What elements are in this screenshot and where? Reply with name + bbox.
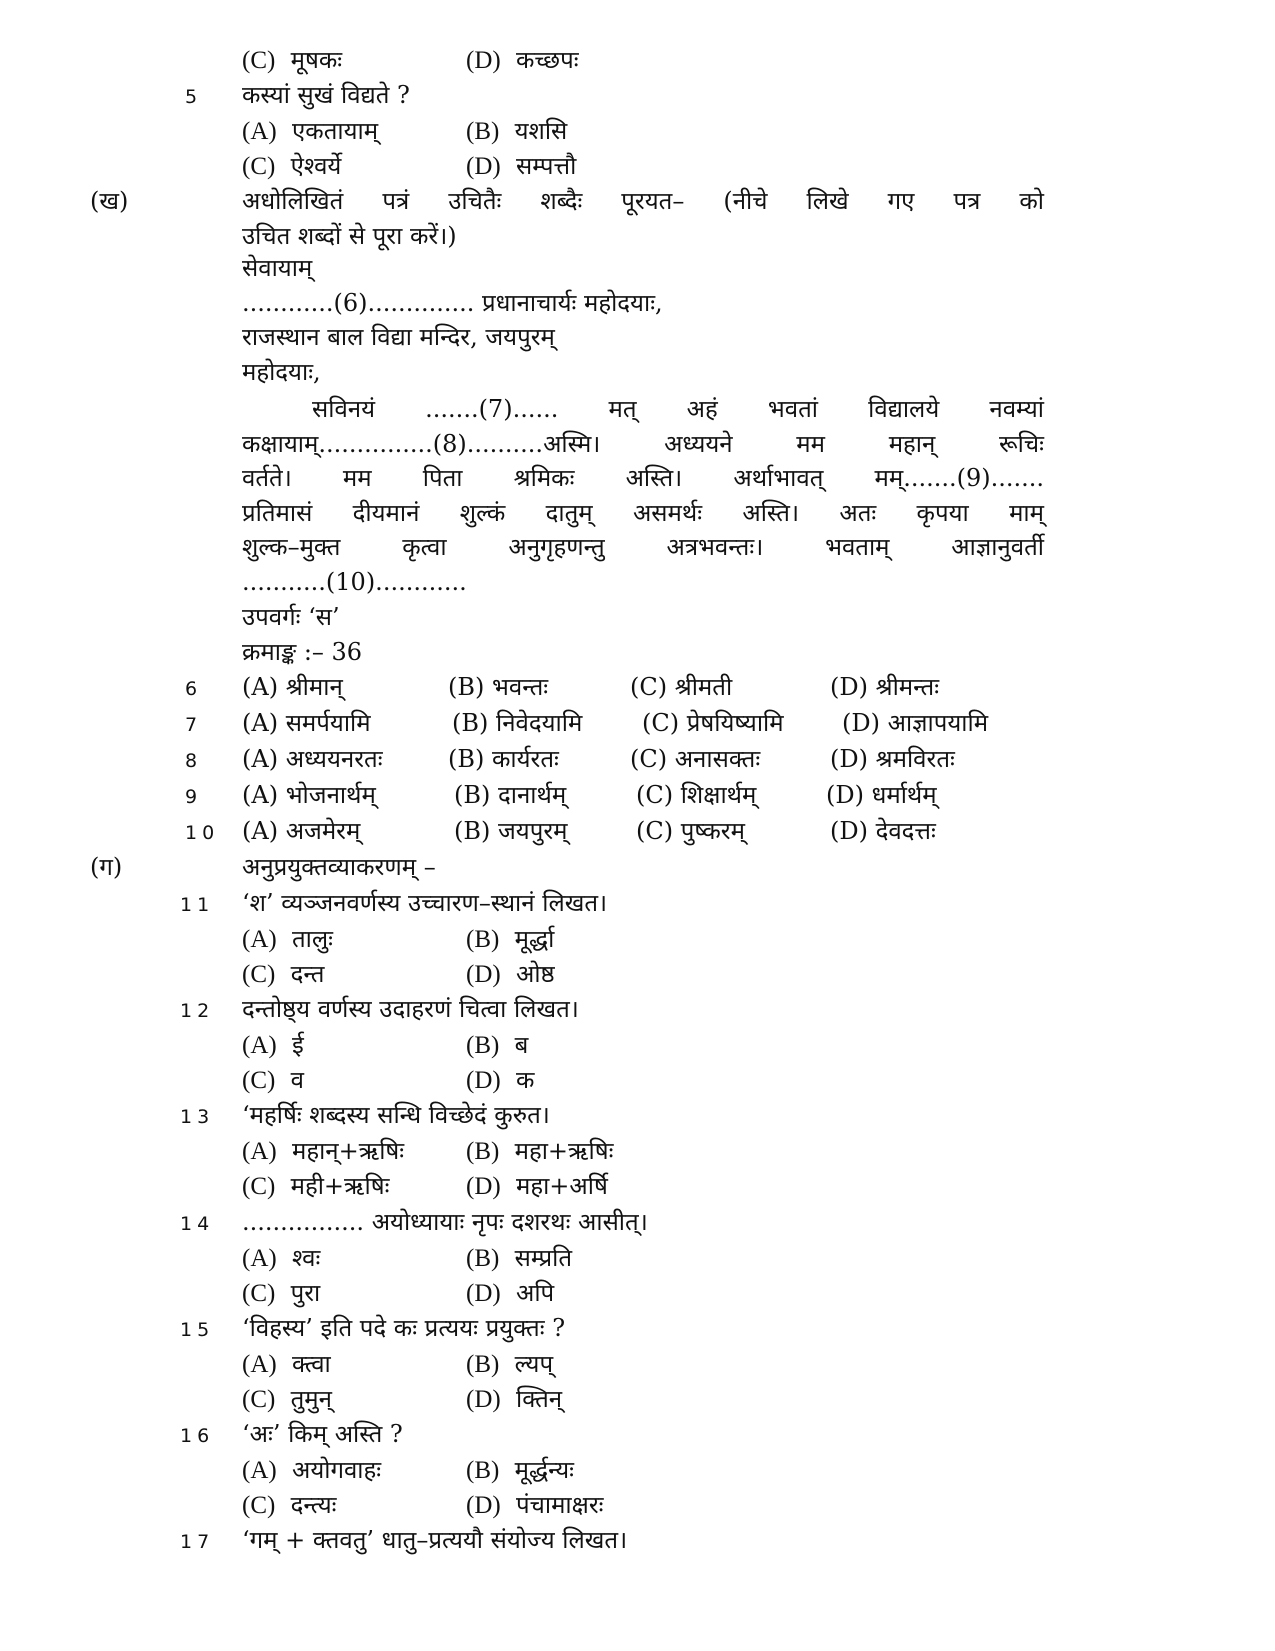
option-d: (D) देवदत्तः <box>830 817 936 845</box>
option-label: (B) <box>466 118 500 145</box>
option-d <box>466 1278 554 1309</box>
option-text: पंचामाक्षरः <box>515 1491 604 1519</box>
option-c <box>242 1384 332 1415</box>
option-a <box>242 924 333 955</box>
question-number: 15 <box>180 1319 215 1341</box>
letter-sign-name: उपवर्गः ‘स’ <box>242 603 340 631</box>
option-text: मही+ऋषिः <box>290 1172 390 1200</box>
option-label: (A) <box>242 118 277 145</box>
option-text: मूर्द्धा <box>514 925 555 953</box>
option-text: दन्त <box>290 960 325 988</box>
option-text: तुमुन् <box>290 1385 332 1413</box>
option-label: (B) <box>466 1138 500 1165</box>
question-text: ‘गम् + क्तवतु’ धातु–प्रत्ययौ संयोज्य लिखत। <box>242 1526 628 1554</box>
letter-line: शुल्क–मुक्त कृत्वा अनुगृहणन्तु अत्रभवन्तः। भवताम् आज्ञानुवर्ती <box>242 533 1044 561</box>
section-label: (ग) <box>90 853 123 881</box>
letter-line: प्रतिमासं दीयमानं शुल्कं दातुम् असमर्थः अस्ति। अतः कृपया माम् <box>242 498 1044 527</box>
option-label: (B) <box>466 1457 500 1484</box>
section-instruction <box>242 184 1044 253</box>
option-a <box>242 1136 404 1167</box>
option-c <box>242 1490 336 1521</box>
option-label: (D) <box>466 47 501 74</box>
option-d: (D) धर्मार्थम् <box>826 781 937 809</box>
option-a <box>242 1030 304 1061</box>
option-a <box>242 1349 331 1380</box>
option-c: (C) शिक्षार्थम् <box>636 781 757 809</box>
option-text: दन्त्यः <box>290 1491 337 1519</box>
option-d <box>466 1171 608 1202</box>
option-text: ल्यप् <box>514 1350 554 1378</box>
option-text: ओष्ठ <box>515 960 555 988</box>
option-c <box>242 1278 320 1309</box>
section-label: (ख) <box>90 187 129 215</box>
option-c <box>242 959 324 990</box>
option-text: क <box>515 1066 535 1094</box>
option-b: (B) भवन्तः <box>448 673 549 701</box>
section-title: अनुप्रयुक्तव्याकरणम् – <box>242 853 436 881</box>
option-label: (A) <box>242 1032 277 1059</box>
letter-school: राजस्थान बाल विद्या मन्दिर, जयपुरम् <box>242 323 555 351</box>
option-c: (C) प्रेषयिष्यामि <box>642 709 784 737</box>
letter-roll-no: क्रमाङ्क :– 36 <box>242 638 363 666</box>
question-number: 14 <box>180 1213 215 1235</box>
option-label: (D) <box>466 1492 501 1519</box>
option-d <box>466 1384 562 1415</box>
question-number: 6 <box>185 678 203 700</box>
option-label: (D) <box>466 1386 501 1413</box>
question-number: 11 <box>180 894 215 916</box>
option-label: (C) <box>242 1173 276 1200</box>
question-text: ‘महर्षिः शब्दस्य सन्धि विच्छेदं कुरुत। <box>242 1101 550 1129</box>
option-label: (B) <box>466 1245 500 1272</box>
option-text: मूर्द्धन्यः <box>514 1456 574 1484</box>
question-text: कस्यां सुखं विद्यते ? <box>242 81 410 109</box>
option-label: (D) <box>466 1173 501 1200</box>
option-a: (A) भोजनार्थम् <box>242 781 376 809</box>
option-label: (C) <box>242 1067 276 1094</box>
option-text: महा+अर्षि <box>515 1172 608 1200</box>
option-c: (C) अनासक्तः <box>630 745 761 773</box>
question-number: 16 <box>180 1425 215 1447</box>
option-c <box>242 1171 389 1202</box>
letter-addressee: ............(6).............. प्रधानाचार्यः महोदयाः, <box>242 289 663 317</box>
option-label: (B) <box>466 926 500 953</box>
option-label: (D) <box>466 1280 501 1307</box>
option-label: (A) <box>242 1457 277 1484</box>
option-c <box>242 45 342 76</box>
option-a: (A) समर्पयामि <box>242 709 371 737</box>
option-text: कच्छपः <box>515 46 579 74</box>
option-text: तालुः <box>291 925 334 953</box>
option-label: (A) <box>242 1351 277 1378</box>
option-text: महा+ऋषिः <box>514 1137 614 1165</box>
option-a: (A) अजमेरम् <box>242 817 361 845</box>
option-d: (D) श्रीमन्तः <box>830 673 940 701</box>
option-d: (D) आज्ञापयामि <box>842 709 989 737</box>
question-text: ................ अयोध्यायाः नृपः दशरथः आसीत्। <box>242 1208 648 1236</box>
option-d <box>466 45 579 76</box>
question-number: 12 <box>180 1000 215 1022</box>
option-text: मूषकः <box>290 46 343 74</box>
option-b: (B) निवेदयामि <box>452 709 583 737</box>
option-text: महान्+ऋषिः <box>291 1137 405 1165</box>
option-text: सम्पत्तौ <box>515 152 577 180</box>
option-text: सम्प्रति <box>514 1244 573 1272</box>
option-label: (A) <box>242 926 277 953</box>
letter-line: वर्तते। मम पिता श्रमिकः अस्ति। अर्थाभावत् मम्.......(9)....... <box>242 464 1044 492</box>
letter-salutation: सेवायाम् <box>242 254 313 282</box>
option-a <box>242 1243 320 1274</box>
option-a: (A) अध्ययनरतः <box>242 745 383 773</box>
option-text: अपि <box>515 1279 555 1307</box>
option-a <box>242 1455 381 1486</box>
option-d <box>466 1065 534 1096</box>
option-text: यशसि <box>514 117 568 145</box>
option-label: (A) <box>242 1138 277 1165</box>
question-number: 13 <box>180 1106 215 1128</box>
question-number: 17 <box>180 1531 215 1553</box>
option-text: व <box>290 1066 304 1094</box>
option-label: (C) <box>242 961 276 988</box>
letter-line: कक्षायाम्...............(8)..........अस्मि। अध्ययने मम महान् रूचिः <box>242 429 1044 458</box>
option-b <box>466 1030 528 1061</box>
letter-line: ...........(10)............ <box>242 567 467 596</box>
option-label: (C) <box>242 47 276 74</box>
option-text: क्तिन् <box>515 1385 563 1413</box>
option-c: (C) श्रीमती <box>630 673 733 701</box>
option-text: ब <box>514 1031 529 1059</box>
option-text: एकतायाम् <box>291 117 379 145</box>
letter-greeting: महोदयाः, <box>242 358 321 386</box>
option-b <box>466 1243 572 1274</box>
instruction-line: उचित शब्दों से पूरा करें।) <box>242 221 457 250</box>
option-b <box>466 1136 613 1167</box>
option-text: पुरा <box>290 1279 321 1307</box>
question-text: ‘अः’ किम् अस्ति ? <box>242 1420 403 1448</box>
option-b: (B) दानार्थम् <box>454 781 567 809</box>
option-d <box>466 959 555 990</box>
option-d: (D) श्रमविरतः <box>830 745 955 773</box>
option-c <box>242 151 341 182</box>
option-text: अयोगवाहः <box>291 1456 382 1484</box>
option-d <box>466 1490 604 1521</box>
question-number: 10 <box>185 822 220 844</box>
option-label: (C) <box>242 1386 276 1413</box>
question-text: ‘श’ व्यञ्जनवर्णस्य उच्चारण–स्थानं लिखत। <box>242 889 608 917</box>
option-label: (C) <box>242 153 276 180</box>
option-b <box>466 924 554 955</box>
question-number: 9 <box>185 786 203 808</box>
option-label: (C) <box>242 1280 276 1307</box>
option-label: (D) <box>466 153 501 180</box>
question-number: 7 <box>185 714 203 736</box>
option-d <box>466 151 576 182</box>
option-b: (B) जयपुरम् <box>454 817 568 845</box>
option-text: क्त्वा <box>291 1350 331 1378</box>
option-c: (C) पुष्करम् <box>636 817 745 845</box>
option-text: ऐश्वर्ये <box>290 152 342 180</box>
letter-line: सविनयं .......(7)...... मत् अहं भवतां विद्यालये नवम्यां <box>312 395 1044 423</box>
option-text: ई <box>291 1031 304 1059</box>
option-label: (C) <box>242 1492 276 1519</box>
option-a <box>242 116 378 147</box>
question-text: दन्तोष्ठ्य वर्णस्य उदाहरणं चित्वा लिखत। <box>242 995 579 1023</box>
option-b: (B) कार्यरतः <box>448 745 559 773</box>
option-b <box>466 116 567 147</box>
option-label: (B) <box>466 1351 500 1378</box>
letter-body <box>242 392 1044 599</box>
question-number: 8 <box>185 750 203 772</box>
option-text: श्वः <box>291 1244 321 1272</box>
question-text: ‘विहस्य’ इति पदे कः प्रत्ययः प्रयुक्तः ? <box>242 1314 566 1342</box>
option-b <box>466 1455 574 1486</box>
option-label: (A) <box>242 1245 277 1272</box>
option-c <box>242 1065 304 1096</box>
option-b <box>466 1349 553 1380</box>
question-number: 5 <box>185 86 203 108</box>
option-a: (A) श्रीमान् <box>242 673 343 701</box>
option-label: (D) <box>466 1067 501 1094</box>
instruction-line: अधोलिखितं पत्रं उचितैः शब्दैः पूरयत– (नीचे लिखे गए पत्र को <box>242 187 1044 215</box>
option-label: (B) <box>466 1032 500 1059</box>
option-label: (D) <box>466 961 501 988</box>
